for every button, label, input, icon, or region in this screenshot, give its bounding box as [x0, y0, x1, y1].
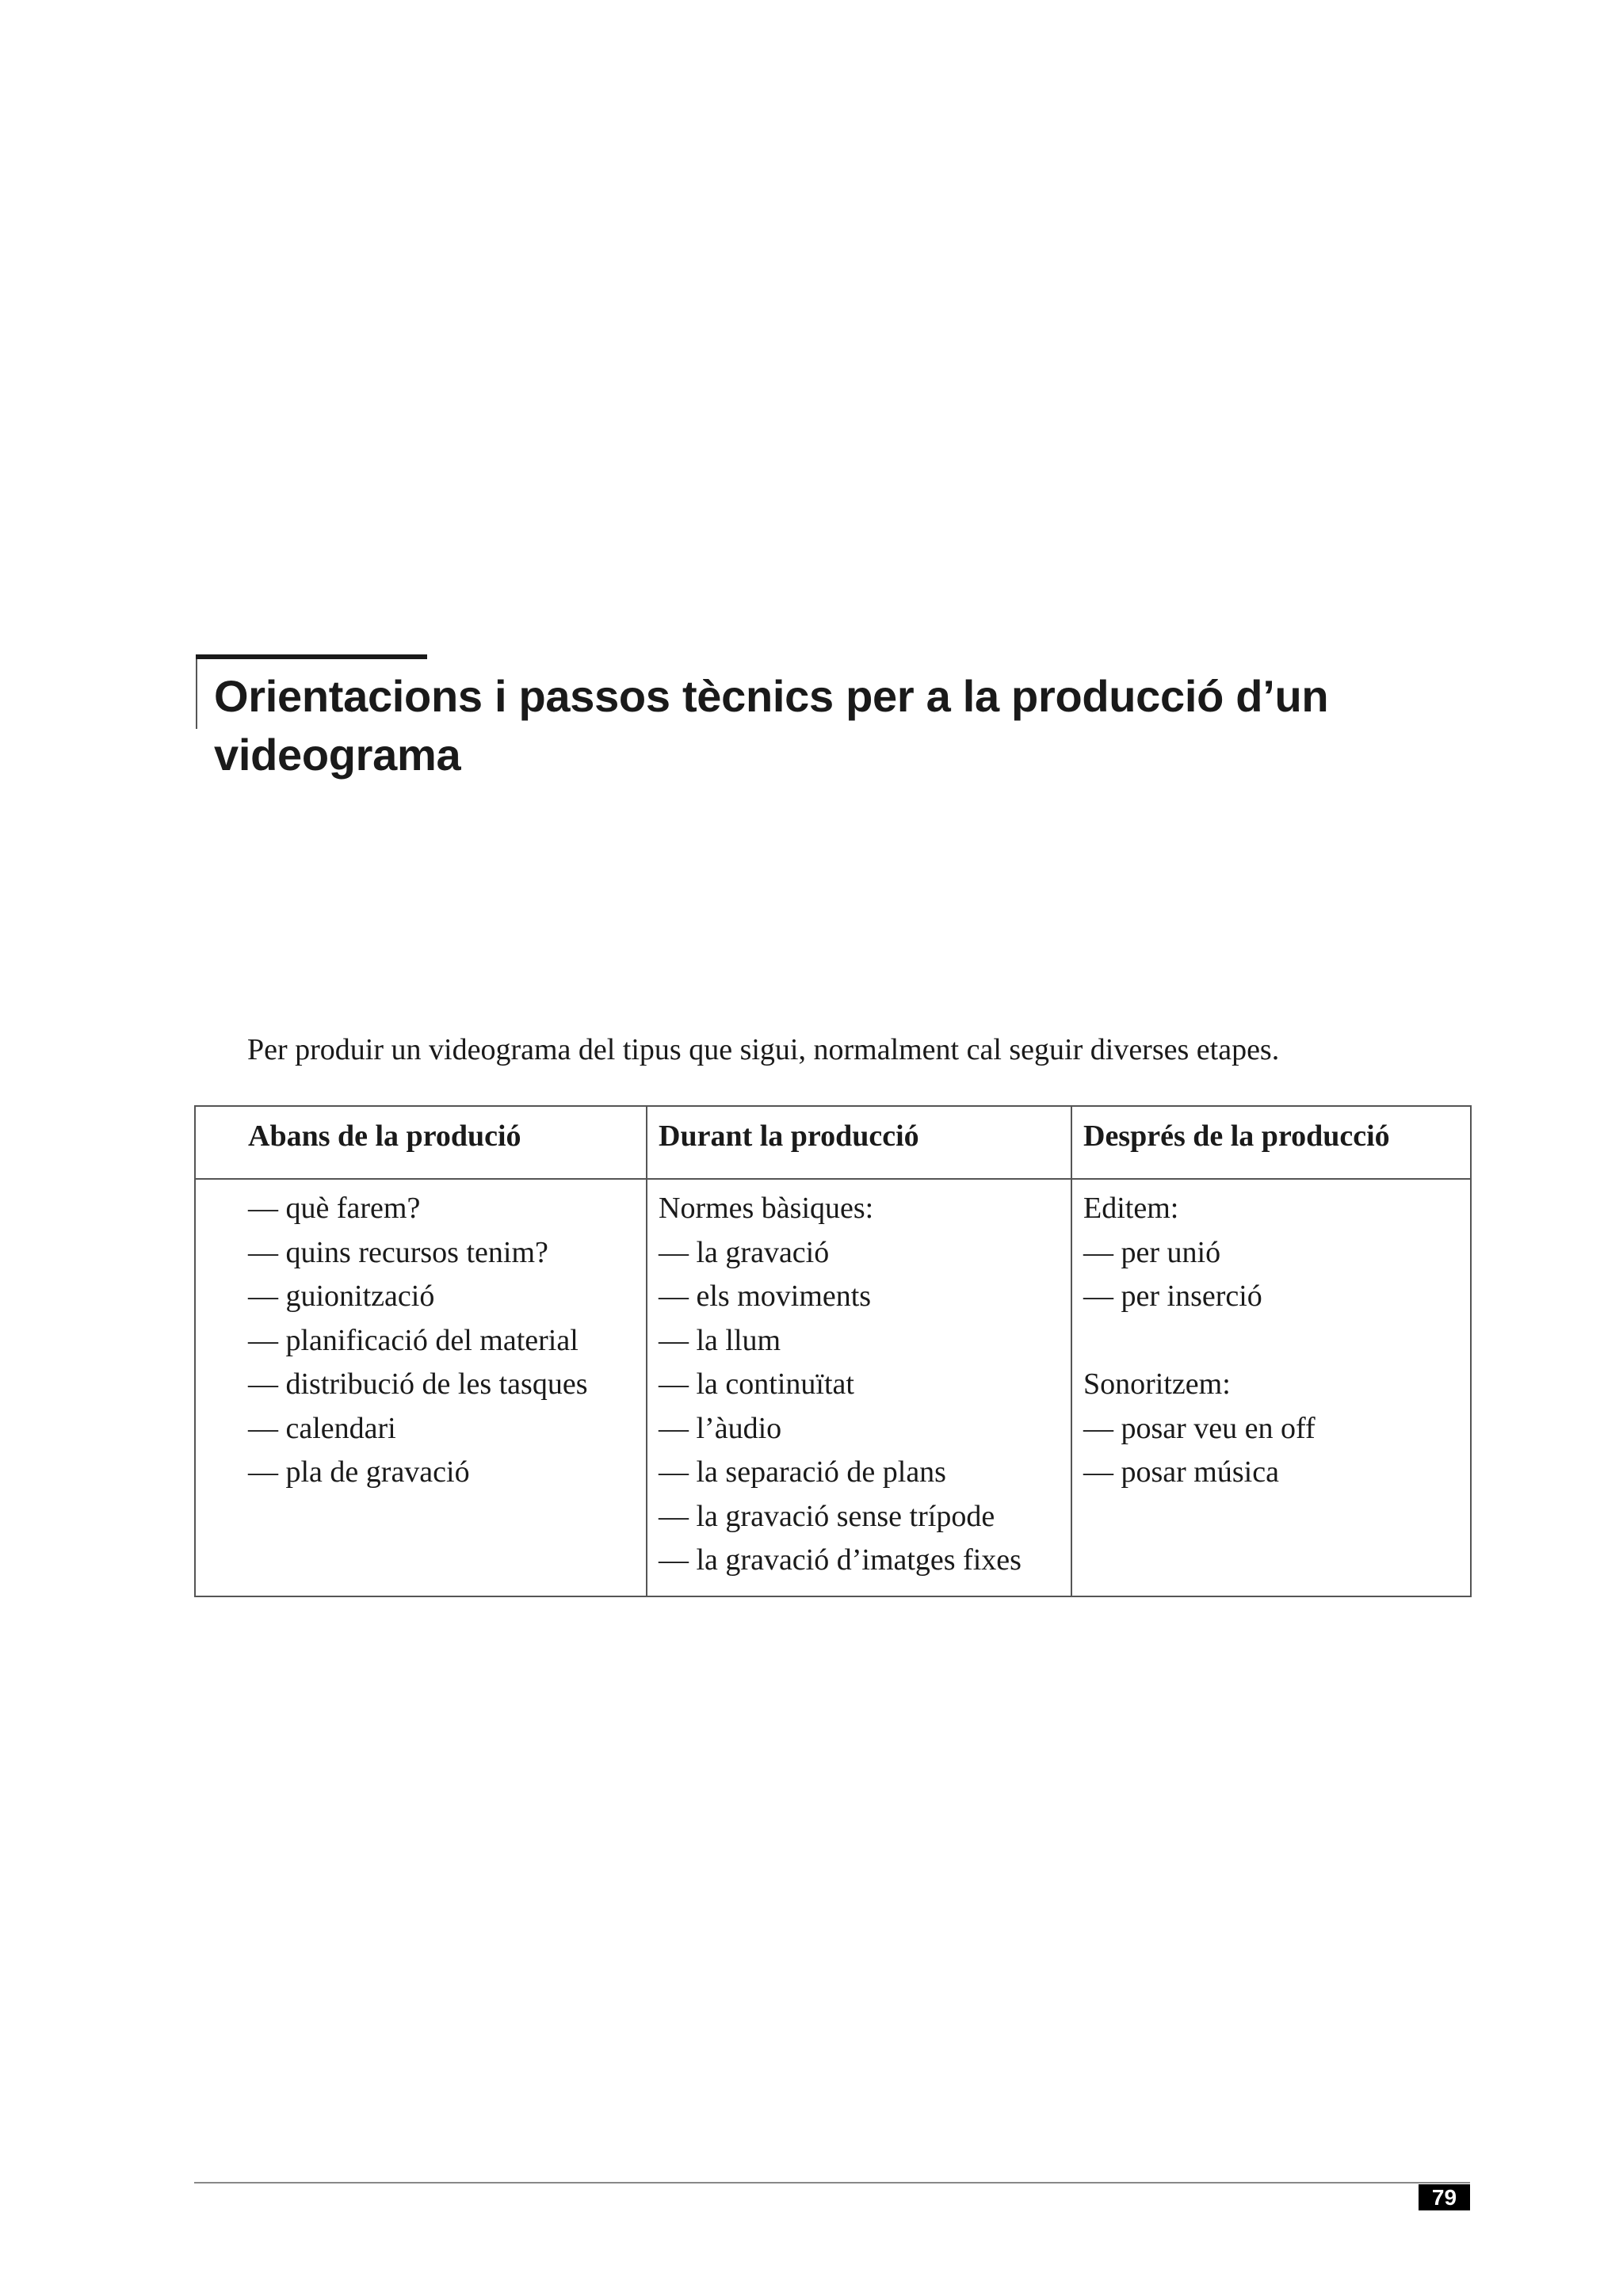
list-heading: Normes bàsiques:	[659, 1192, 874, 1225]
list-item: — posar música	[1083, 1455, 1279, 1489]
list-item: — la gravació	[659, 1235, 830, 1269]
list-item: — la gravació d’imatges fixes	[659, 1543, 1022, 1577]
before-production-cell	[195, 1179, 647, 1596]
list-item: — la continuïtat	[659, 1367, 854, 1401]
table-row	[195, 1179, 1471, 1596]
list-item: — quins recursos tenim?	[248, 1235, 548, 1269]
list-item: — per unió	[1083, 1235, 1221, 1269]
header-during-production: Durant la producció	[647, 1106, 1071, 1179]
list-item: — posar veu en off	[1083, 1411, 1316, 1445]
list-item: — els moviments	[659, 1280, 872, 1313]
intro-paragraph: Per produir un videograma del tipus que sigui, normalment cal seguir diverses etapes.	[247, 1033, 1280, 1066]
during-production-cell	[647, 1179, 1071, 1596]
list-heading: Editem:	[1083, 1192, 1179, 1225]
list-item: — l’àudio	[659, 1411, 782, 1445]
list-item: — la separació de plans	[659, 1455, 946, 1489]
page-number: 79	[1419, 2184, 1470, 2210]
list-item: — guionització	[248, 1280, 435, 1313]
header-after-production: Després de la producció	[1071, 1106, 1471, 1179]
table-header-row	[195, 1106, 1471, 1179]
list-item: — la llum	[659, 1323, 781, 1357]
list-item: — distribució de les tasques	[248, 1367, 588, 1401]
list-item: — pla de gravació	[248, 1455, 470, 1489]
title-bar	[196, 659, 197, 729]
production-stages-table	[194, 1105, 1472, 1597]
list-item: — planificació del material	[248, 1323, 579, 1357]
footer-rule	[194, 2182, 1470, 2183]
after-production-cell	[1071, 1179, 1471, 1596]
title-rule	[196, 654, 427, 659]
list-item: — què farem?	[248, 1192, 421, 1225]
list-spacer	[1083, 1319, 1462, 1363]
list-item: — per inserció	[1083, 1280, 1262, 1313]
list-heading: Sonoritzem:	[1083, 1367, 1231, 1401]
list-item: — calendari	[248, 1411, 396, 1445]
section-title: Orientacions i passos tècnics per a la producció d’un videograma	[214, 671, 1329, 780]
header-before-production: Abans de la produció	[195, 1106, 647, 1179]
list-item: — la gravació sense trípode	[659, 1499, 995, 1533]
